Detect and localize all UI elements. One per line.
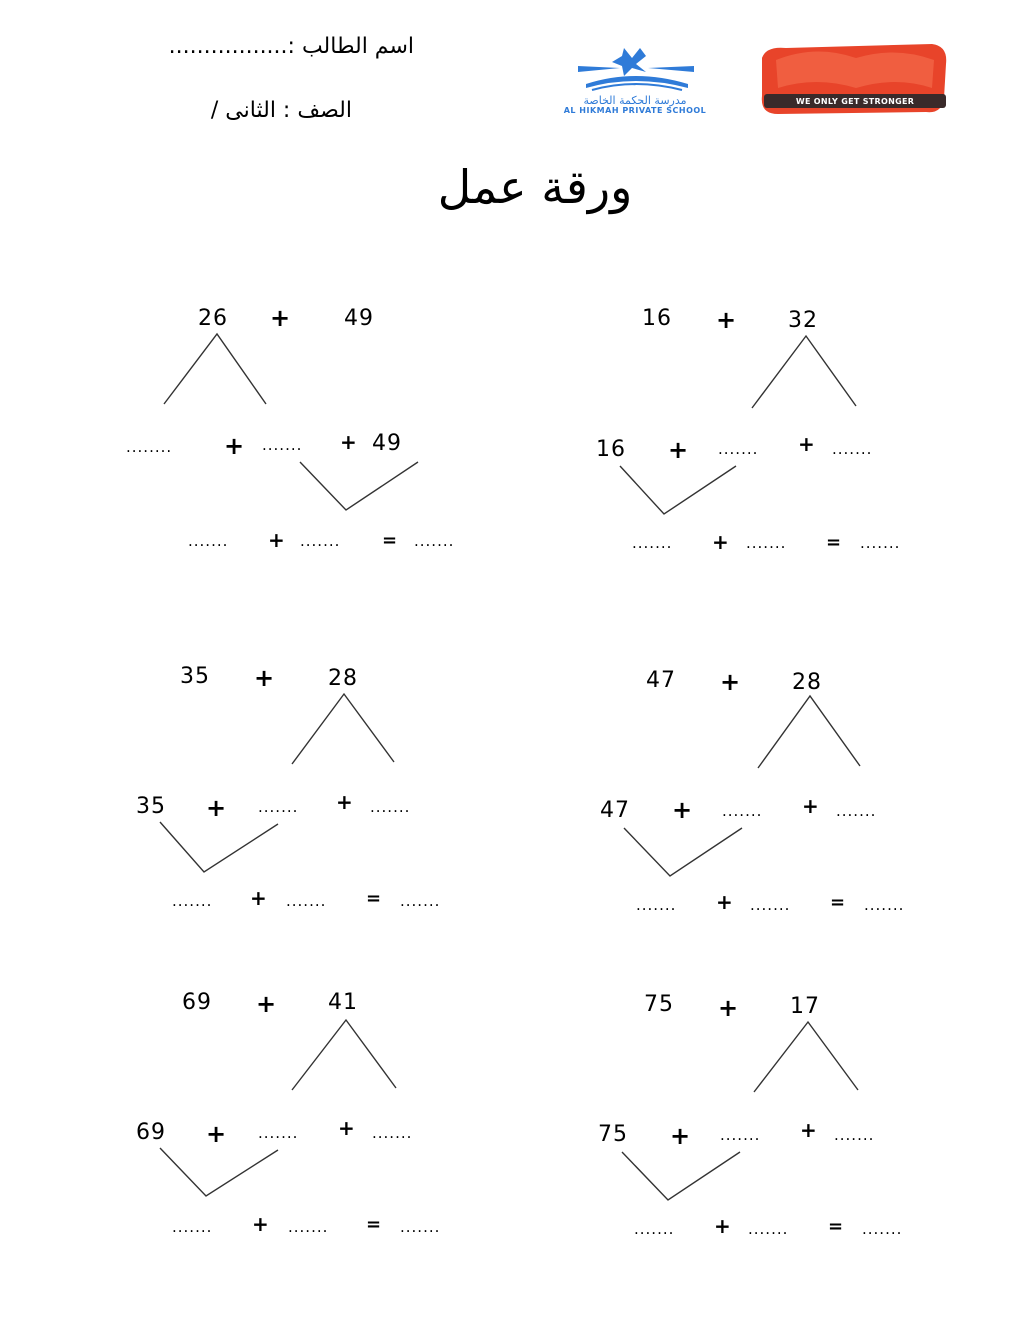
blank[interactable]: ....... xyxy=(188,532,229,550)
equals-sign: = xyxy=(828,1216,844,1237)
addend-a-copy: 69 xyxy=(136,1120,166,1145)
addend-a: 47 xyxy=(646,668,676,693)
addend-b: 28 xyxy=(792,670,822,695)
equals-sign: = xyxy=(830,892,846,913)
group-lines xyxy=(160,1148,278,1196)
answer-blank[interactable]: ....... xyxy=(860,534,901,552)
addend-b: 32 xyxy=(788,308,818,333)
equals-sign: = xyxy=(826,532,842,553)
equals-sign: = xyxy=(366,1214,382,1235)
plus-sign: + xyxy=(798,432,815,456)
split-lines xyxy=(292,1020,396,1090)
equals-sign: = xyxy=(382,530,398,551)
plus-sign: + xyxy=(668,436,689,464)
blank[interactable]: ....... xyxy=(370,798,411,816)
blank[interactable]: ....... xyxy=(834,1126,875,1144)
answer-blank[interactable]: ....... xyxy=(400,892,441,910)
split-lines xyxy=(754,1022,858,1092)
answer-blank[interactable]: ....... xyxy=(864,896,905,914)
blank[interactable]: ....... xyxy=(172,1218,213,1236)
blank[interactable]: ....... xyxy=(722,802,763,820)
addend-a-copy: 16 xyxy=(596,437,626,462)
addend-b: 28 xyxy=(328,666,358,691)
plus-sign: + xyxy=(800,1118,817,1142)
blank[interactable]: ........ xyxy=(126,438,173,456)
plus-sign: + xyxy=(206,1120,227,1148)
page-title: ورقة عمل xyxy=(437,160,633,214)
group-lines xyxy=(620,466,736,514)
addend-a: 35 xyxy=(180,664,210,689)
plus-sign: + xyxy=(336,790,353,814)
plus-sign: + xyxy=(672,796,693,824)
blank[interactable]: ....... xyxy=(372,1124,413,1142)
student-name-label: اسم الطالب :................. xyxy=(168,34,414,59)
split-lines xyxy=(164,334,266,404)
plus-sign: + xyxy=(718,994,739,1022)
split-lines xyxy=(758,696,860,768)
answer-blank[interactable]: ....... xyxy=(414,532,455,550)
answer-blank[interactable]: ....... xyxy=(862,1220,903,1238)
plus-sign: + xyxy=(712,530,729,554)
group-lines xyxy=(622,1152,740,1200)
equals-sign: = xyxy=(366,888,382,909)
addend-a: 26 xyxy=(198,306,228,331)
plus-sign: + xyxy=(256,990,277,1018)
addend-a: 69 xyxy=(182,990,212,1015)
addend-a: 16 xyxy=(642,306,672,331)
blank[interactable]: ....... xyxy=(262,436,303,454)
addend-b: 17 xyxy=(790,994,820,1019)
plus-sign: + xyxy=(716,306,737,334)
blank[interactable]: ....... xyxy=(636,896,677,914)
plus-sign: + xyxy=(206,794,227,822)
blank[interactable]: ....... xyxy=(750,896,791,914)
blank[interactable]: ....... xyxy=(718,440,759,458)
blank[interactable]: ....... xyxy=(300,532,341,550)
addend-b: 49 xyxy=(344,306,374,331)
plus-sign: + xyxy=(224,432,245,460)
blank[interactable]: ....... xyxy=(288,1218,329,1236)
badge-slogan: WE ONLY GET STRONGER xyxy=(795,97,915,106)
addend-b: 41 xyxy=(328,990,358,1015)
plus-sign: + xyxy=(250,886,267,910)
plus-sign: + xyxy=(268,528,285,552)
class-label: الصف : الثانى / xyxy=(210,98,352,123)
blank[interactable]: ....... xyxy=(634,1220,675,1238)
blank[interactable]: ....... xyxy=(720,1126,761,1144)
school-name-ar: مدرسة الحكمة الخاصة xyxy=(583,94,687,107)
blank[interactable]: ....... xyxy=(836,802,877,820)
plus-sign: + xyxy=(802,794,819,818)
blank[interactable]: ....... xyxy=(748,1220,789,1238)
plus-sign: + xyxy=(714,1214,731,1238)
blank[interactable]: ....... xyxy=(258,1124,299,1142)
school-name-en: AL HIKMAH PRIVATE SCHOOL xyxy=(563,106,707,115)
blank[interactable]: ....... xyxy=(632,534,673,552)
addend-a-copy: 75 xyxy=(598,1122,628,1147)
blank[interactable]: ....... xyxy=(832,440,873,458)
addend-a-copy: 35 xyxy=(136,794,166,819)
plus-sign: + xyxy=(252,1212,269,1236)
blank[interactable]: ....... xyxy=(172,892,213,910)
group-lines xyxy=(624,828,742,876)
plus-sign: + xyxy=(340,430,357,454)
blank[interactable]: ....... xyxy=(286,892,327,910)
plus-sign: + xyxy=(338,1116,355,1140)
plus-sign: + xyxy=(670,1122,691,1150)
answer-blank[interactable]: ....... xyxy=(400,1218,441,1236)
blank[interactable]: ....... xyxy=(746,534,787,552)
plus-sign: + xyxy=(716,890,733,914)
addend-a-copy: 47 xyxy=(600,798,630,823)
plus-sign: + xyxy=(254,664,275,692)
group-lines xyxy=(160,822,278,872)
plus-sign: + xyxy=(270,304,291,332)
plus-sign: + xyxy=(720,668,741,696)
split-lines xyxy=(752,336,856,408)
addend-b-copy: 49 xyxy=(372,431,402,456)
blank[interactable]: ....... xyxy=(258,798,299,816)
group-lines xyxy=(300,462,418,510)
split-lines xyxy=(292,694,394,764)
addend-a: 75 xyxy=(644,992,674,1017)
